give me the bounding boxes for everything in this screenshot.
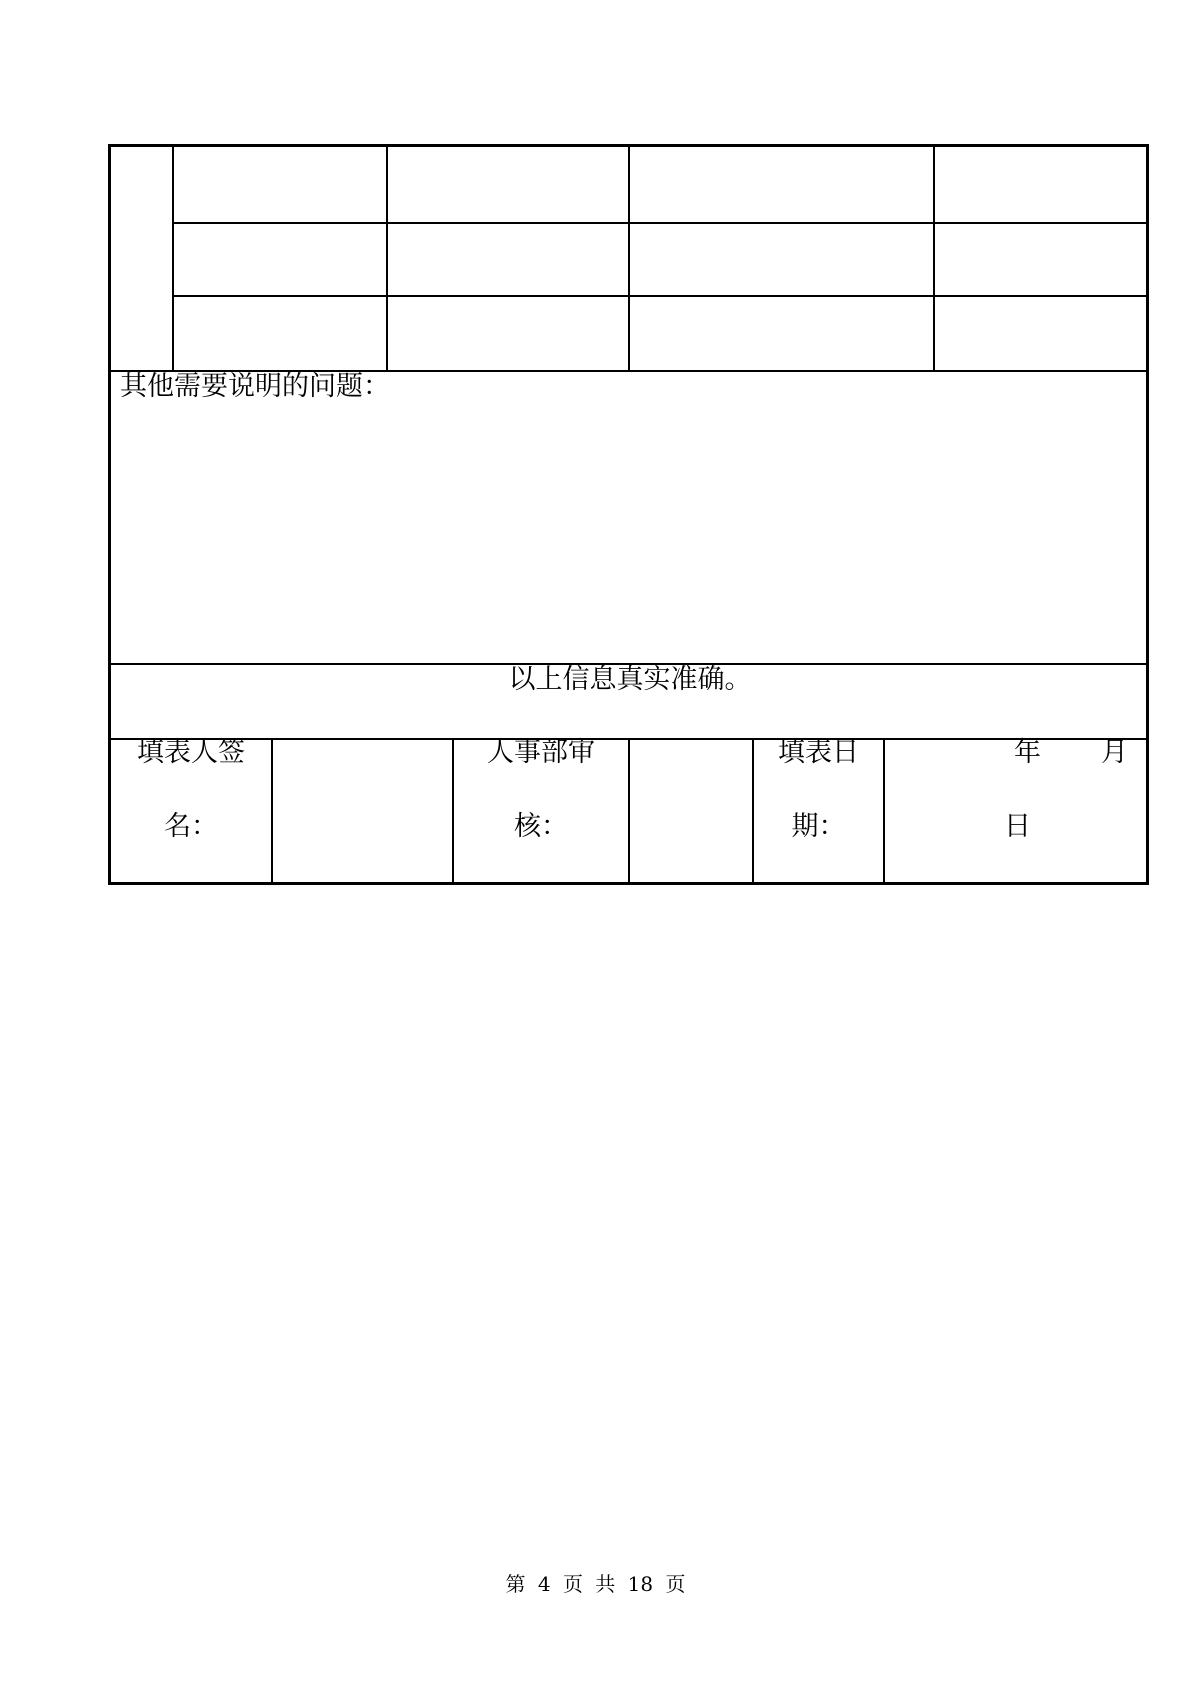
fill-date-label-line2: 期：	[791, 811, 846, 842]
grid-line	[386, 147, 388, 370]
date-field[interactable]	[885, 737, 1149, 884]
date-month: 月	[1101, 737, 1128, 768]
grid-line	[172, 222, 1149, 224]
other-notes-label: 其他需要说明的问题：	[120, 371, 390, 402]
signer-label-line2: 名：	[164, 811, 218, 842]
hr-review-label-line1: 人事部审	[487, 737, 595, 768]
grid-line	[172, 295, 1149, 297]
fill-date-label-line1: 填表日	[778, 737, 859, 768]
grid-line	[628, 147, 630, 370]
declaration-text: 以上信息真实准确。	[508, 664, 752, 695]
hr-review-field[interactable]	[630, 740, 752, 884]
hr-review-label-line2: 核：	[514, 811, 568, 842]
grid-line	[172, 147, 174, 370]
signer-label-line1: 填表人签	[137, 737, 245, 768]
signer-field[interactable]	[273, 740, 452, 884]
form-table	[108, 144, 1149, 885]
page-footer: 第 4 页 共 18 页	[505, 1572, 686, 1596]
other-notes-field[interactable]	[111, 405, 1149, 661]
date-day: 日	[1004, 811, 1031, 842]
date-year: 年	[1014, 737, 1041, 768]
grid-line	[933, 147, 935, 370]
